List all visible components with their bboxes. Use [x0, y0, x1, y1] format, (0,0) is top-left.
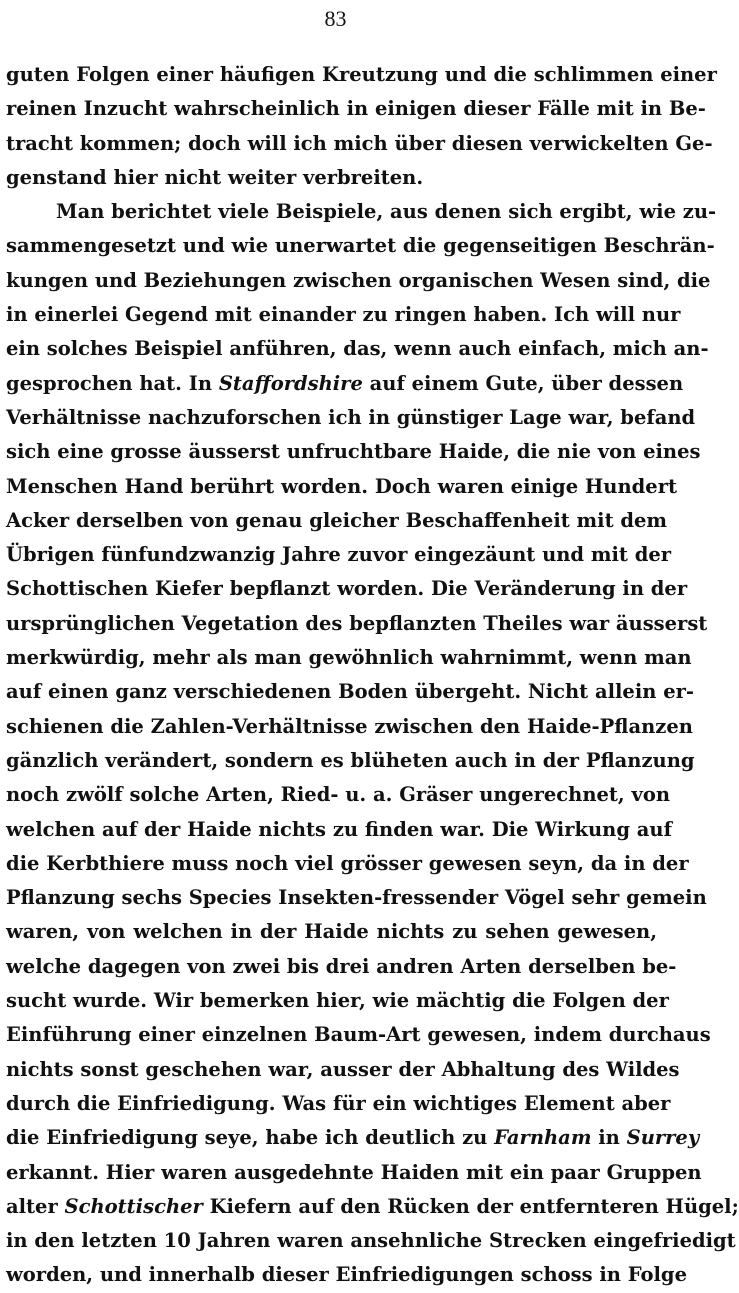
text-line: Schottischen Kiefer bepflanzt worden. Die Veränderung in der — [6, 577, 688, 601]
text-line: sich eine grosse äusserst unfruchtbare Haide, die nie von eines — [6, 440, 701, 464]
text-line: Acker derselben von genau gleicher Beschaffenheit mit dem — [6, 508, 668, 532]
italic-phrase: Staffordshire — [218, 371, 363, 395]
paragraph-start-line: Man berichtet viele Beispiele, aus denen sich ergibt, wie zu- — [56, 200, 717, 224]
text-line: Einführung einer einzelnen Baum-Art gewesen, indem durchaus — [6, 1023, 711, 1047]
text-line: nichts sonst geschehen war, ausser der Abhaltung des Wildes — [6, 1057, 680, 1081]
text-line: welche dagegen von zwei bis drei andren Arten derselben be- — [6, 954, 677, 978]
text-line: merkwürdig, mehr als man gewöhnlich wahrnimmt, wenn man — [6, 646, 692, 670]
text-line: Pflanzung sechs Species Insekten-fressender Vögel sehr gemein — [6, 886, 707, 910]
text-line: ursprünglichen Vegetation des bepflanzten Theiles war äusserst — [6, 611, 708, 635]
text-line: gänzlich verändert, sondern es blüheten auch in der Pflanzung — [6, 748, 695, 772]
text-line: die Kerbthiere muss noch viel grösser gewesen seyn, da in der — [6, 851, 689, 875]
text-line: Menschen Hand berührt worden. Doch waren einige Hundert — [6, 474, 677, 498]
text-line: kungen und Beziehungen zwischen organischen Wesen sind, die — [6, 268, 711, 292]
page-number: 83 — [324, 6, 347, 31]
body-text — [6, 58, 739, 1293]
text-line: genstand hier nicht weiter verbreiten. — [6, 165, 424, 189]
text-line: durch die Einfriedigung. Was für ein wichtiges Element aber — [6, 1091, 671, 1115]
italic-phrase: Farnham — [494, 1126, 592, 1150]
text-line: in den letzten 10 Jahren waren ansehnliche Strecken eingefriedigt — [6, 1229, 736, 1253]
text-line: in einerlei Gegend mit einander zu ringen haben. Ich will nur — [6, 303, 681, 327]
text-line: welchen auf der Haide nichts zu finden war. Die Wirkung auf — [6, 817, 672, 841]
text-line: tracht kommen; doch will ich mich über diesen verwickelten Ge- — [6, 131, 713, 155]
text-line: erkannt. Hier waren ausgedehnte Haiden mit ein paar Gruppen — [6, 1160, 702, 1184]
text-line: Übrigen fünfundzwanzig Jahre zuvor eingezäunt und mit der — [6, 543, 672, 567]
text-line: schienen die Zahlen-Verhältnisse zwischen den Haide-Pflanzen — [6, 714, 693, 738]
text-line: noch zwölf solche Arten, Ried- u. a. Gräser ungerechnet, von — [6, 783, 671, 807]
text-line: reinen Inzucht wahrscheinlich in einigen dieser Fälle mit in Be- — [6, 97, 706, 121]
italic-phrase: Surrey — [626, 1126, 700, 1150]
text-line: sammengesetzt und wie unerwartet die gegenseitigen Beschrän- — [6, 234, 715, 258]
italic-phrase: Schottischer — [64, 1194, 203, 1218]
text-line: Verhältnisse nachzuforschen ich in günstiger Lage war, befand — [6, 405, 696, 429]
text-line: worden, und innerhalb dieser Einfriedigungen schoss in Folge — [6, 1263, 687, 1287]
text-line: alter Schottischer Kiefern auf den Rücken der entfernteren Hügel; — [6, 1194, 739, 1218]
text-line: die Einfriedigung seye, habe ich deutlich zu Farnham in Surrey — [6, 1126, 700, 1150]
text-line: ein solches Beispiel anführen, das, wenn auch einfach, mich an- — [6, 337, 709, 361]
text-line: guten Folgen einer häufigen Kreutzung und die schlimmen einer — [6, 63, 717, 86]
text-line: auf einen ganz verschiedenen Boden übergeht. Nicht allein er- — [6, 680, 694, 704]
text-line: waren, von welchen in der Haide nichts zu sehen gewesen, — [6, 920, 657, 944]
text-line: gesprochen hat. In Staffordshire auf einem Gute, über dessen — [6, 371, 684, 395]
text-line: sucht wurde. Wir bemerken hier, wie mächtig die Folgen der — [6, 989, 669, 1013]
